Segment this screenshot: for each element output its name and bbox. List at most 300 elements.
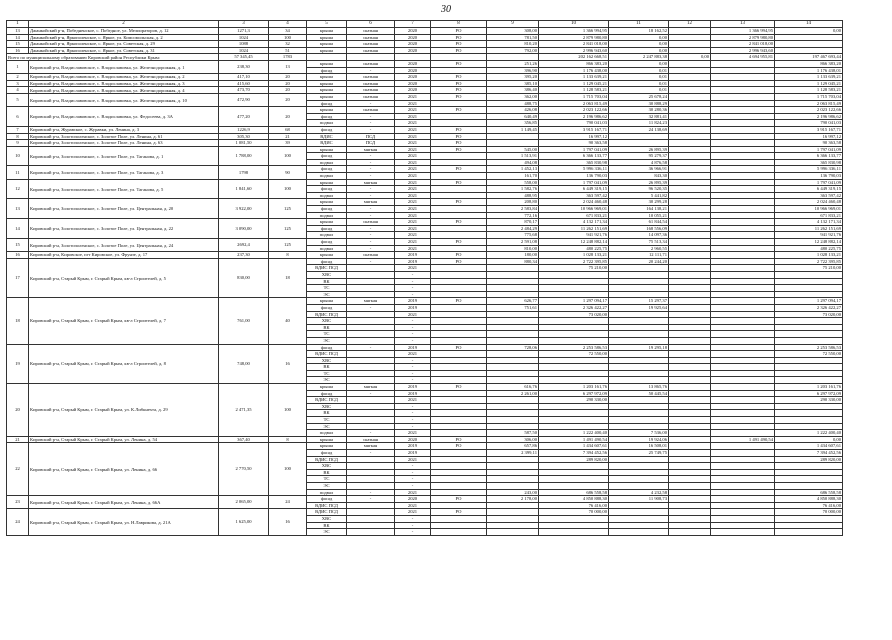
cost-cell — [539, 469, 609, 476]
method-cell — [431, 192, 487, 199]
work-type-cell: ВК — [307, 469, 347, 476]
unit-cost-cell — [609, 285, 669, 292]
material-cell: - — [347, 166, 395, 173]
cost-cell: 363 597,42 — [539, 192, 609, 199]
cost-cell — [539, 370, 609, 377]
area-cell: 305,30 — [219, 133, 269, 140]
unit-cost-cell: 0,00 — [609, 34, 669, 41]
unit-cost-cell: 30 299,28 — [609, 199, 669, 206]
extra-cell — [669, 364, 711, 371]
cost-cell — [539, 357, 609, 364]
extra-cell — [669, 515, 711, 522]
area-cell: 2 065,00 — [219, 496, 269, 509]
method-cell — [431, 324, 487, 331]
fund-cell: 4 694 955,81 — [711, 54, 775, 61]
unit-cost-cell: 0,01 — [609, 87, 669, 94]
fund-cell — [711, 324, 775, 331]
fund-cell — [711, 120, 775, 127]
residents-cell: 125 — [269, 199, 307, 219]
total-cell: 365 830,98 — [775, 159, 843, 166]
unit-cost-cell — [609, 410, 669, 417]
method-cell: РО — [431, 219, 487, 226]
year-cell — [395, 54, 431, 61]
row-number: 5 — [7, 93, 29, 106]
method-cell: РО — [431, 126, 487, 133]
cost-cell: 1 715 703,04 — [539, 93, 609, 100]
total-cell: 0,00 — [775, 28, 843, 35]
address-cell: Кировский р-н, Золотополенское, с. Золотое Поле, ул. Ленина, д. 61 — [29, 133, 219, 140]
extra-cell — [669, 271, 711, 278]
table-row — [7, 219, 843, 226]
volume-cell: 1 582,76 — [487, 186, 539, 193]
extra-cell — [669, 120, 711, 127]
cost-cell — [539, 337, 609, 344]
method-cell — [431, 304, 487, 311]
area-cell: 477,20 — [219, 107, 269, 127]
year-cell: 2021 — [395, 212, 431, 219]
method-cell — [431, 245, 487, 252]
volume-cell: 356,85 — [487, 120, 539, 127]
fund-cell — [711, 522, 775, 529]
column-header: 11 — [609, 21, 669, 28]
row-number: 22 — [7, 443, 29, 496]
work-type-cell — [307, 54, 347, 61]
material-cell: скатная — [347, 34, 395, 41]
work-type-cell: крыша — [307, 146, 347, 153]
extra-cell — [669, 28, 711, 35]
volume-cell — [487, 285, 539, 292]
extra-cell — [669, 430, 711, 437]
year-cell: 2019 — [395, 298, 431, 305]
total-cell: 2 326 422,27 — [775, 304, 843, 311]
method-cell: РО — [431, 47, 487, 54]
material-cell: - — [347, 159, 395, 166]
method-cell — [431, 463, 487, 470]
volume-cell — [487, 324, 539, 331]
unit-cost-cell — [609, 423, 669, 430]
volume-cell: 558,00 — [487, 179, 539, 186]
cost-cell — [539, 324, 609, 331]
unit-cost-cell — [609, 324, 669, 331]
total-cell: 2 722 395,85 — [775, 258, 843, 265]
cost-cell: 5 996 336,11 — [539, 166, 609, 173]
year-cell: 2019 — [395, 390, 431, 397]
material-cell: - — [347, 450, 395, 457]
volume-cell: 396,90 — [487, 67, 539, 74]
volume-cell: 306,00 — [487, 436, 539, 443]
work-type-cell: ВК — [307, 364, 347, 371]
fund-cell — [711, 173, 775, 180]
volume-cell: 180,00 — [487, 252, 539, 259]
cost-cell: 941 921,76 — [539, 232, 609, 239]
table-row — [7, 87, 843, 94]
fund-cell — [711, 100, 775, 107]
row-number: 19 — [7, 344, 29, 384]
fund-cell — [711, 166, 775, 173]
volume-cell: 362,00 — [487, 93, 539, 100]
extra-cell — [669, 206, 711, 213]
extra-cell — [669, 469, 711, 476]
year-cell: 2020 — [395, 74, 431, 81]
year-cell: - — [395, 324, 431, 331]
residents-cell: 40 — [269, 298, 307, 344]
column-header: 7 — [395, 21, 431, 28]
cost-cell: 6 297 972,09 — [539, 390, 609, 397]
extra-cell — [669, 133, 711, 140]
unit-cost-cell: 30 280,36 — [609, 107, 669, 114]
year-cell: 2021 — [395, 430, 431, 437]
total-cell: 290 330,00 — [775, 397, 843, 404]
extra-cell — [669, 179, 711, 186]
cost-cell: 480 225,75 — [539, 245, 609, 252]
total-label: Всего по муниципальному образованию Кировский район Республики Крым: — [7, 54, 219, 61]
material-cell: мягкая — [347, 199, 395, 206]
work-type-cell: фасад — [307, 126, 347, 133]
material-cell — [347, 515, 395, 522]
year-cell: 2021 — [395, 120, 431, 127]
year-cell: - — [395, 410, 431, 417]
year-cell: 2019 — [395, 344, 431, 351]
column-header: 4 — [269, 21, 307, 28]
table-row — [7, 126, 843, 133]
year-cell: - — [395, 285, 431, 292]
method-cell — [431, 482, 487, 489]
material-cell: - — [347, 304, 395, 311]
volume-cell: 810,00 — [487, 245, 539, 252]
row-number: 16 — [7, 47, 29, 54]
year-cell: 2021 — [395, 126, 431, 133]
fund-cell — [711, 351, 775, 358]
row-number: 11 — [7, 166, 29, 179]
work-type-cell: фасад — [307, 450, 347, 457]
fund-cell — [711, 443, 775, 450]
material-cell: скатная — [347, 74, 395, 81]
unit-cost-cell — [609, 476, 669, 483]
cost-cell: 75 210,00 — [539, 265, 609, 272]
cost-cell: 866 383,20 — [539, 60, 609, 67]
material-cell — [347, 522, 395, 529]
cost-cell — [539, 529, 609, 536]
extra-cell — [669, 357, 711, 364]
year-cell: 2019 — [395, 450, 431, 457]
residents-cell: 68 — [269, 126, 307, 133]
work-type-cell: ВДИС ПСД — [307, 456, 347, 463]
table-row — [7, 47, 843, 54]
area-cell: 2 471,35 — [219, 384, 269, 437]
work-type-cell: ВДИС ПСД — [307, 502, 347, 509]
volume-cell: 385,10 — [487, 80, 539, 87]
method-cell — [431, 232, 487, 239]
volume-cell: 251,26 — [487, 60, 539, 67]
column-header: 3 — [219, 21, 269, 28]
material-cell: мягкая — [347, 443, 395, 450]
year-cell: 2020 — [395, 60, 431, 67]
material-cell: ПСД — [347, 133, 395, 140]
fund-cell — [711, 113, 775, 120]
unit-cost-cell — [609, 509, 669, 516]
extra-cell — [669, 489, 711, 496]
method-cell: РО — [431, 34, 487, 41]
total-cell: 6 449 319,15 — [775, 186, 843, 193]
method-cell — [431, 331, 487, 338]
area-cell: 830,00 — [219, 258, 269, 298]
material-cell: мягкая — [347, 298, 395, 305]
fund-cell — [711, 225, 775, 232]
work-type-cell: ВК — [307, 522, 347, 529]
unit-cost-cell — [609, 515, 669, 522]
unit-cost-cell: 0,01 — [609, 80, 669, 87]
total-cell: 12 248 882,14 — [775, 239, 843, 246]
volume-cell — [487, 456, 539, 463]
cost-cell: 1 028 133,21 — [539, 252, 609, 259]
unit-cost-cell — [609, 271, 669, 278]
fund-cell — [711, 357, 775, 364]
unit-cost-cell: 32 881,41 — [609, 113, 669, 120]
fund-cell — [711, 212, 775, 219]
row-number: 9 — [7, 140, 29, 147]
material-cell — [347, 54, 395, 61]
cost-cell — [539, 364, 609, 371]
fund-cell: 2 879 980,80 — [711, 34, 775, 41]
cost-cell: 686 558,58 — [539, 489, 609, 496]
fund-cell — [711, 133, 775, 140]
fund-cell — [711, 489, 775, 496]
unit-cost-cell: 168 556,09 — [609, 225, 669, 232]
volume-cell: 792,00 — [487, 47, 539, 54]
residents-cell: 39 — [269, 140, 307, 147]
residents-cell: 20 — [269, 87, 307, 94]
year-cell: 2020 — [395, 436, 431, 443]
method-cell: РО — [431, 87, 487, 94]
volume-cell — [487, 509, 539, 516]
table-row — [7, 166, 843, 173]
fund-cell — [711, 258, 775, 265]
material-cell — [347, 410, 395, 417]
fund-cell — [711, 239, 775, 246]
table-body — [7, 21, 843, 536]
extra-cell — [669, 291, 711, 298]
cost-cell — [539, 285, 609, 292]
total-cell — [775, 476, 843, 483]
extra-cell — [669, 199, 711, 206]
unit-cost-cell: 4 876,58 — [609, 159, 669, 166]
fund-cell — [711, 252, 775, 259]
work-type-cell: фасад — [307, 304, 347, 311]
total-cell — [775, 337, 843, 344]
cost-cell — [539, 410, 609, 417]
year-cell: - — [395, 476, 431, 483]
volume-cell — [487, 515, 539, 522]
work-type-cell: крыша — [307, 41, 347, 48]
extra-cell — [669, 318, 711, 325]
total-cell — [775, 47, 843, 54]
year-cell: 2019 — [395, 304, 431, 311]
table-row — [7, 436, 843, 443]
volume-cell: 426,08 — [487, 107, 539, 114]
table-row — [7, 443, 843, 450]
volume-cell: 728,06 — [487, 344, 539, 351]
unit-cost-cell: 96 520,35 — [609, 186, 669, 193]
total-cell: 1 028 133,21 — [775, 252, 843, 259]
total-cell — [775, 469, 843, 476]
material-cell — [347, 456, 395, 463]
method-cell — [431, 212, 487, 219]
cost-cell: 2 196 986,62 — [539, 113, 609, 120]
extra-cell — [669, 146, 711, 153]
address-cell: Джанкойский р-н, Яркополенское, с. Яркое, ул. Советская, д. 31 — [29, 47, 219, 54]
volume-cell — [487, 417, 539, 424]
unit-cost-cell: 25 749,75 — [609, 450, 669, 457]
fund-cell — [711, 430, 775, 437]
material-cell — [347, 271, 395, 278]
extra-cell — [669, 403, 711, 410]
total-cell — [775, 482, 843, 489]
residents-cell: 16 — [269, 509, 307, 535]
volume-cell — [487, 271, 539, 278]
work-type-cell: крыша — [307, 298, 347, 305]
row-number: 23 — [7, 496, 29, 509]
table-row — [7, 258, 843, 265]
area-cell: 1024 — [219, 34, 269, 41]
year-cell: 2021 — [395, 186, 431, 193]
column-header: 8 — [431, 21, 487, 28]
unit-cost-cell — [609, 331, 669, 338]
work-type-cell: фасад — [307, 186, 347, 193]
cost-cell: 1 129 045,21 — [539, 80, 609, 87]
table-row — [7, 41, 843, 48]
area-cell: 238,30 — [219, 60, 269, 73]
residents-cell: 100 — [269, 34, 307, 41]
work-type-cell: крыша — [307, 107, 347, 114]
cost-cell: 1 203 161,76 — [539, 384, 609, 391]
method-cell — [431, 390, 487, 397]
year-cell: - — [395, 377, 431, 384]
address-cell: Кировский р-н, Журавское, с. Журавки, ул. Ленина, д. 3 — [29, 126, 219, 133]
area-cell: 1 841,60 — [219, 179, 269, 199]
fund-cell — [711, 337, 775, 344]
row-number: 7 — [7, 126, 29, 133]
volume-cell: 2 178,00 — [487, 496, 539, 503]
work-type-cell: ХВС — [307, 318, 347, 325]
material-cell — [347, 502, 395, 509]
address-cell: Кировский р-н, Старый Крым, г. Старый Крым, ул. Ленина, д. 54 — [29, 436, 219, 443]
table-row — [7, 146, 843, 153]
extra-cell: 0,00 — [669, 54, 711, 61]
cost-cell: 73 020,00 — [539, 311, 609, 318]
cost-cell: 2 879 980,80 — [539, 34, 609, 41]
material-cell: - — [347, 153, 395, 160]
total-cell: 75 210,00 — [775, 265, 843, 272]
method-cell — [431, 430, 487, 437]
area-cell: 1226,9 — [219, 126, 269, 133]
extra-cell — [669, 34, 711, 41]
year-cell: - — [395, 403, 431, 410]
unit-cost-cell — [609, 463, 669, 470]
year-cell: 2021 — [395, 351, 431, 358]
total-cell — [775, 403, 843, 410]
extra-cell — [669, 509, 711, 516]
material-cell: скатная — [347, 41, 395, 48]
unit-cost-cell: 7 536,00 — [609, 430, 669, 437]
cost-cell — [539, 278, 609, 285]
volume-cell: 1 149,45 — [487, 126, 539, 133]
method-cell — [431, 278, 487, 285]
material-cell — [347, 311, 395, 318]
year-cell: - — [395, 271, 431, 278]
extra-cell — [669, 113, 711, 120]
cost-cell — [539, 403, 609, 410]
row-number: 14 — [7, 34, 29, 41]
cost-cell: 136 790,03 — [539, 173, 609, 180]
cost-cell: 72 550,00 — [539, 351, 609, 358]
method-cell — [431, 291, 487, 298]
total-cell: 76 416,00 — [775, 502, 843, 509]
year-cell: - — [395, 482, 431, 489]
unit-cost-cell — [609, 311, 669, 318]
area-cell: 2692,4 — [219, 239, 269, 252]
volume-cell: 751,61 — [487, 304, 539, 311]
volume-cell — [487, 140, 539, 147]
extra-cell — [669, 529, 711, 536]
volume-cell — [487, 463, 539, 470]
column-header: 10 — [539, 21, 609, 28]
fund-cell — [711, 245, 775, 252]
method-cell: РО — [431, 509, 487, 516]
method-cell — [431, 159, 487, 166]
extra-cell — [669, 173, 711, 180]
year-cell: 2021 — [395, 225, 431, 232]
material-cell — [347, 417, 395, 424]
volume-cell: 494,08 — [487, 159, 539, 166]
cost-cell: 2 063 815,49 — [539, 100, 609, 107]
work-type-cell: ХВС — [307, 515, 347, 522]
volume-cell: 2 261,00 — [487, 390, 539, 397]
total-cell — [775, 271, 843, 278]
volume-cell — [487, 469, 539, 476]
material-cell — [347, 285, 395, 292]
fund-cell — [711, 469, 775, 476]
volume-cell: 208,80 — [487, 199, 539, 206]
column-header: 2 — [29, 21, 219, 28]
year-cell: 2021 — [395, 159, 431, 166]
unit-cost-cell: 11 824,23 — [609, 120, 669, 127]
method-cell — [431, 120, 487, 127]
work-type-cell: ЭС — [307, 423, 347, 430]
address-cell: Кировский р-н, Золотополенское, с. Золотое Поле, ул. Центральная, д. 20 — [29, 199, 219, 219]
cost-cell: 4 132 171,34 — [539, 219, 609, 226]
method-cell — [431, 186, 487, 193]
volume-cell: 1 452,13 — [487, 166, 539, 173]
row-number: 12 — [7, 179, 29, 199]
year-cell: 2021 — [395, 179, 431, 186]
method-cell — [431, 173, 487, 180]
address-cell: Кировский р-н, Кировское, пгт Кировское, ул. Фрунзе, д. 17 — [29, 252, 219, 259]
method-cell: РО — [431, 74, 487, 81]
address-cell: Кировский р-н, Золотополенское, с. Золотое Поле, ул. Таганова, д. 1 — [29, 146, 219, 166]
table-row — [7, 133, 843, 140]
total-cell: 1 434 607,61 — [775, 443, 843, 450]
volume-cell: 775,68 — [487, 232, 539, 239]
total-cell: 3 915 167,71 — [775, 126, 843, 133]
cost-cell: 7 394 452,56 — [539, 450, 609, 457]
unit-cost-cell: 30 888,29 — [609, 100, 669, 107]
year-cell: 2021 — [395, 219, 431, 226]
cost-cell: 2 996 943,60 — [539, 47, 609, 54]
fund-cell — [711, 384, 775, 391]
method-cell: РО — [431, 166, 487, 173]
year-cell: 2020 — [395, 28, 431, 35]
total-cell: 2 253 586,53 — [775, 344, 843, 351]
